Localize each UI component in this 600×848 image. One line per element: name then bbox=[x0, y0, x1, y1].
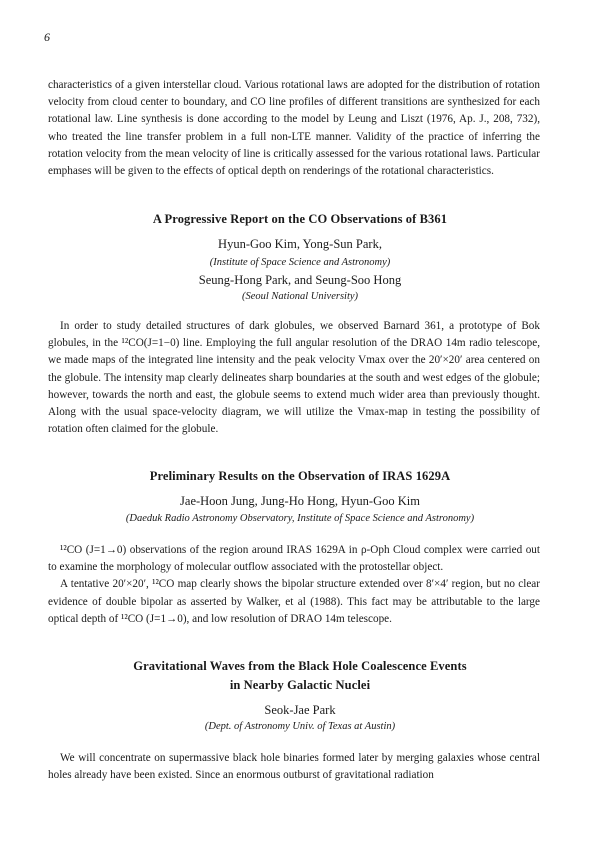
article-1-title: A Progressive Report on the CO Observations of B361 bbox=[152, 212, 448, 226]
article-1-authors-1: Hyun-Goo Kim, Yong-Sun Park, bbox=[218, 237, 382, 251]
article-3-affiliation: (Dept. of Astronomy Univ. of Texas at Austin) bbox=[204, 721, 396, 732]
article-1-affiliation-1: (Institute of Space Science and Astronomy) bbox=[209, 257, 391, 268]
article-2-affiliation: (Daeduk Radio Astronomy Observatory, Institute of Space Science and Astronomy) bbox=[125, 513, 475, 524]
article-2-abstract bbox=[48, 542, 540, 628]
article-1-abstract-text: In order to study detailed structures of dark globules, we observed Barnard 361, a prototype of Bok globules, in the ¹²CO(J=1−0) line. Employing the full angular resolution of the DRAO 14m radio telescope, we made maps of the integrated line intensity and the peak velocity Vmax over the 20′×20′ area centered on the globule. The intensity map clearly delineates sharp boundaries at the south and west edges of the globule; however, towards the north and east, the globule seems to extend much wider area than previously thought. Along with the usual space-velocity diagram, we will utilize the Vmax-map in testing the possibility of rotation often claimed for the globule. bbox=[48, 320, 540, 436]
intro-paragraph bbox=[48, 77, 540, 180]
article-3-abstract bbox=[48, 750, 540, 784]
article-3-title-line-2: in Nearby Galactic Nuclei bbox=[229, 678, 371, 692]
article-3-title-line-1: Gravitational Waves from the Black Hole Coalescence Events bbox=[133, 659, 467, 673]
intro-text: characteristics of a given interstellar cloud. Various rotational laws are adopted for the distribution of rotation velocity from cloud center to boundary, and CO line profiles of different transitions are synthesized for each rotational law. Line synthesis is done according to the model by Leung and Liszt (1976, Ap. J., 208, 732), who treated the line transfer problem in a full non-LTE manner. Validity of the practice of inferring the rotation velocity from the mean velocity of line is critically assessed for the various rotational laws. Particular emphases will be given to the effects of optical depth on renderings of the rotational characteristics. bbox=[48, 79, 540, 178]
article-1-abstract bbox=[48, 318, 540, 438]
page-number: 6 bbox=[44, 30, 50, 44]
article-3-authors: Seok-Jae Park bbox=[264, 703, 336, 717]
article-2-paragraph-1: ¹²CO (J=1→0) observations of the region around IRAS 1629A in ρ-Oph Cloud complex were carried out to examine the morphology of molecular outflow associated with the protostellar object. bbox=[48, 544, 540, 574]
article-2-paragraph-2: A tentative 20′×20′, ¹²CO map clearly shows the bipolar structure extended over 8′×4′ region, but no clear evidence of double bipolar as asserted by Walker, et al (1988). This fact may be attributable to the large optical depth of ¹²CO (J=1→0), and low resolution of DRAO 14m telescope. bbox=[48, 578, 540, 625]
article-1-affiliation-2: (Seoul National University) bbox=[241, 291, 359, 302]
article-3-abstract-text: We will concentrate on supermassive black hole binaries formed later by merging galaxies whose central holes already have been existed. Since an enormous outburst of gravitational radiation bbox=[48, 752, 540, 782]
article-1-authors-2: Seung-Hong Park, and Seung-Soo Hong bbox=[198, 273, 402, 287]
article-2-authors: Jae-Hoon Jung, Jung-Ho Hong, Hyun-Goo Kim bbox=[180, 494, 420, 508]
article-2-title: Preliminary Results on the Observation of IRAS 1629A bbox=[149, 469, 451, 483]
